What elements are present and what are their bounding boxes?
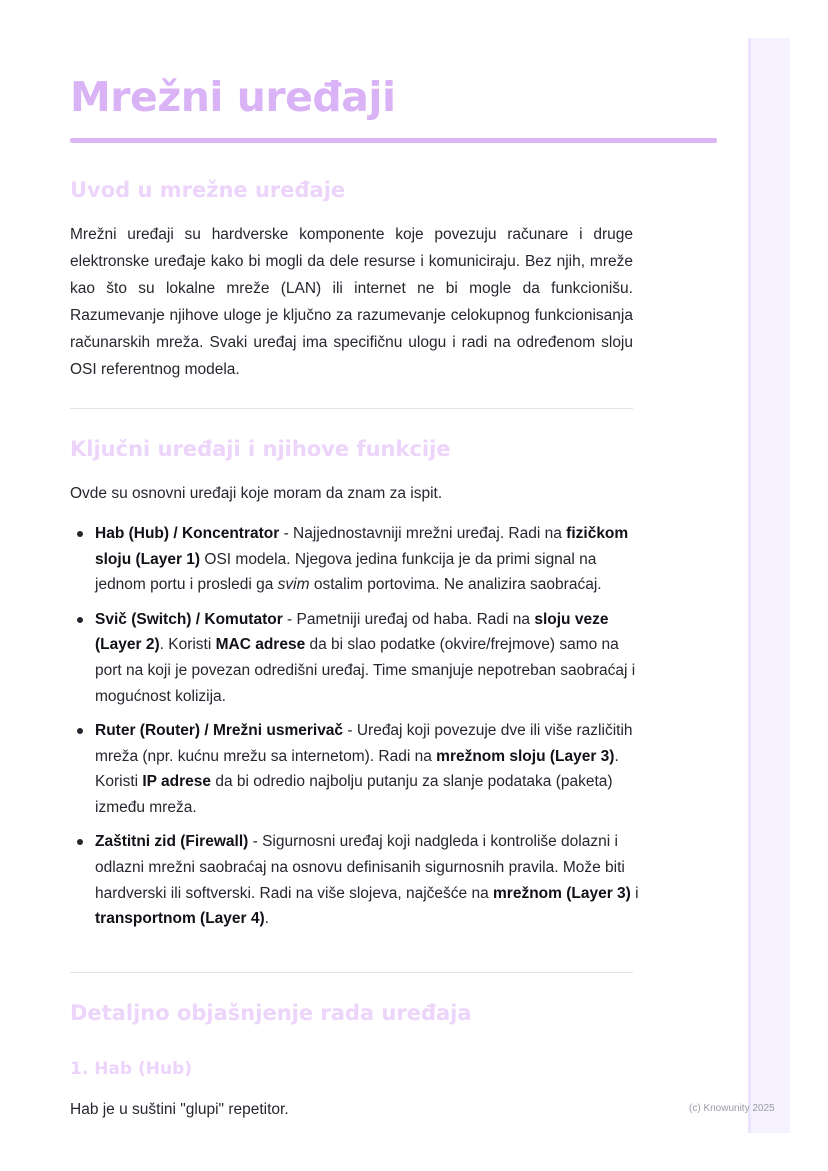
emphasis-text: mrežnom sloju (Layer 3) xyxy=(436,747,615,765)
item-text: - Najjednostavniji mrežni uređaj. Radi na xyxy=(279,525,567,542)
list-item xyxy=(95,829,640,932)
item-text: da bi odredio najbolju putanju za slanje podataka (paketa) između mreža. xyxy=(95,773,613,817)
item-text: OSI modela. Njegova jedina funkcija je da primi signal na jednom portu i prosledi ga xyxy=(95,550,597,594)
emphasis-text: transportnom (Layer 4) xyxy=(95,910,265,928)
item-text: - Pametniji uređaj od haba. Radi na xyxy=(282,610,535,628)
section-divider xyxy=(70,408,633,409)
bullet-icon xyxy=(77,728,83,734)
emphasis-text: IP adrese xyxy=(142,773,212,791)
emphasis-text: Svič (Switch) / Komutator xyxy=(95,610,283,628)
emphasis-text: sloju veze (Layer 2) xyxy=(95,610,609,654)
list-item xyxy=(95,607,640,710)
page-title: Mrežni uređaji xyxy=(70,73,396,121)
item-text: . Koristi xyxy=(95,747,619,791)
section-heading-intro: Uvod u mrežne uređaje xyxy=(70,178,346,202)
section-divider xyxy=(70,972,633,973)
hub-paragraph: Hab je u suštini "glupi" repetitor. xyxy=(70,1101,289,1118)
emphasis-text: Hab (Hub) / Koncentrator xyxy=(95,525,280,542)
page-side-band xyxy=(748,38,790,1133)
emphasis-text: fizičkom sloju (Layer 1) xyxy=(95,525,629,568)
emphasis-text: Zaštitni zid (Firewall) xyxy=(95,833,249,851)
list-item xyxy=(95,718,640,821)
italic-text: svim xyxy=(277,576,310,594)
bullet-icon xyxy=(77,531,83,537)
section-heading-key-devices: Ključni uređaji i njihove funkcije xyxy=(70,437,451,461)
item-text: da bi slao podatke (okvire/frejmove) samo na port na koji je povezan odredišni uređaj. Time smanjuje nepotreban saobraćaj i mogućnost kolizija. xyxy=(95,636,636,705)
item-text: ostalim portovima. Ne analizira saobraćaj. xyxy=(309,576,602,594)
copyright-footer: (c) Knowunity 2025 xyxy=(689,1103,775,1114)
item-text: . Koristi xyxy=(159,636,216,654)
bullet-icon xyxy=(77,839,83,845)
subheading-hub: 1. Hab (Hub) xyxy=(70,1059,193,1079)
emphasis-text: Ruter (Router) / Mrežni usmerivač xyxy=(95,721,344,739)
item-text: . xyxy=(264,910,269,928)
emphasis-text: MAC adrese xyxy=(215,636,306,654)
item-text: - Sigurnosni uređaj koji nadgleda i kontroliše dolazni i odlazni mrežni saobraćaj na osnovu definisanih sigurnosnih pravila. Može biti hardverski ili softverski. Radi na više slojeva, najčešće na xyxy=(95,833,625,902)
item-text: - Uređaj koji povezuje dve ili više različitih mreža (npr. kućnu mrežu sa internetom). Radi na xyxy=(95,721,633,765)
list-item xyxy=(95,521,640,598)
key-devices-lead: Ovde su osnovni uređaji koje moram da znam za ispit. xyxy=(70,485,443,502)
item-text: i xyxy=(630,884,639,902)
device-list xyxy=(95,521,640,941)
bullet-icon xyxy=(77,617,83,623)
section-heading-details: Detaljno objašnjenje rada uređaja xyxy=(70,1001,472,1025)
emphasis-text: mrežnom (Layer 3) xyxy=(493,884,631,902)
intro-paragraph: Mrežni uređaji su hardverske komponente koje povezuju računare i druge elektronske uređaje kako bi mogli da dele resurse i komuniciraju. Bez njih, mreže kao što su lokalne mreže (LAN) ili internet ne bi mogle da funkcionišu. Razumevanje njihove uloge je ključno za razumevanje celokupnog funkcionisanja računarskih mreža. Svaki uređaj ima specifičnu ulogu i radi na određenom sloju OSI referentnog modela. xyxy=(70,226,633,378)
title-underline xyxy=(70,138,717,143)
